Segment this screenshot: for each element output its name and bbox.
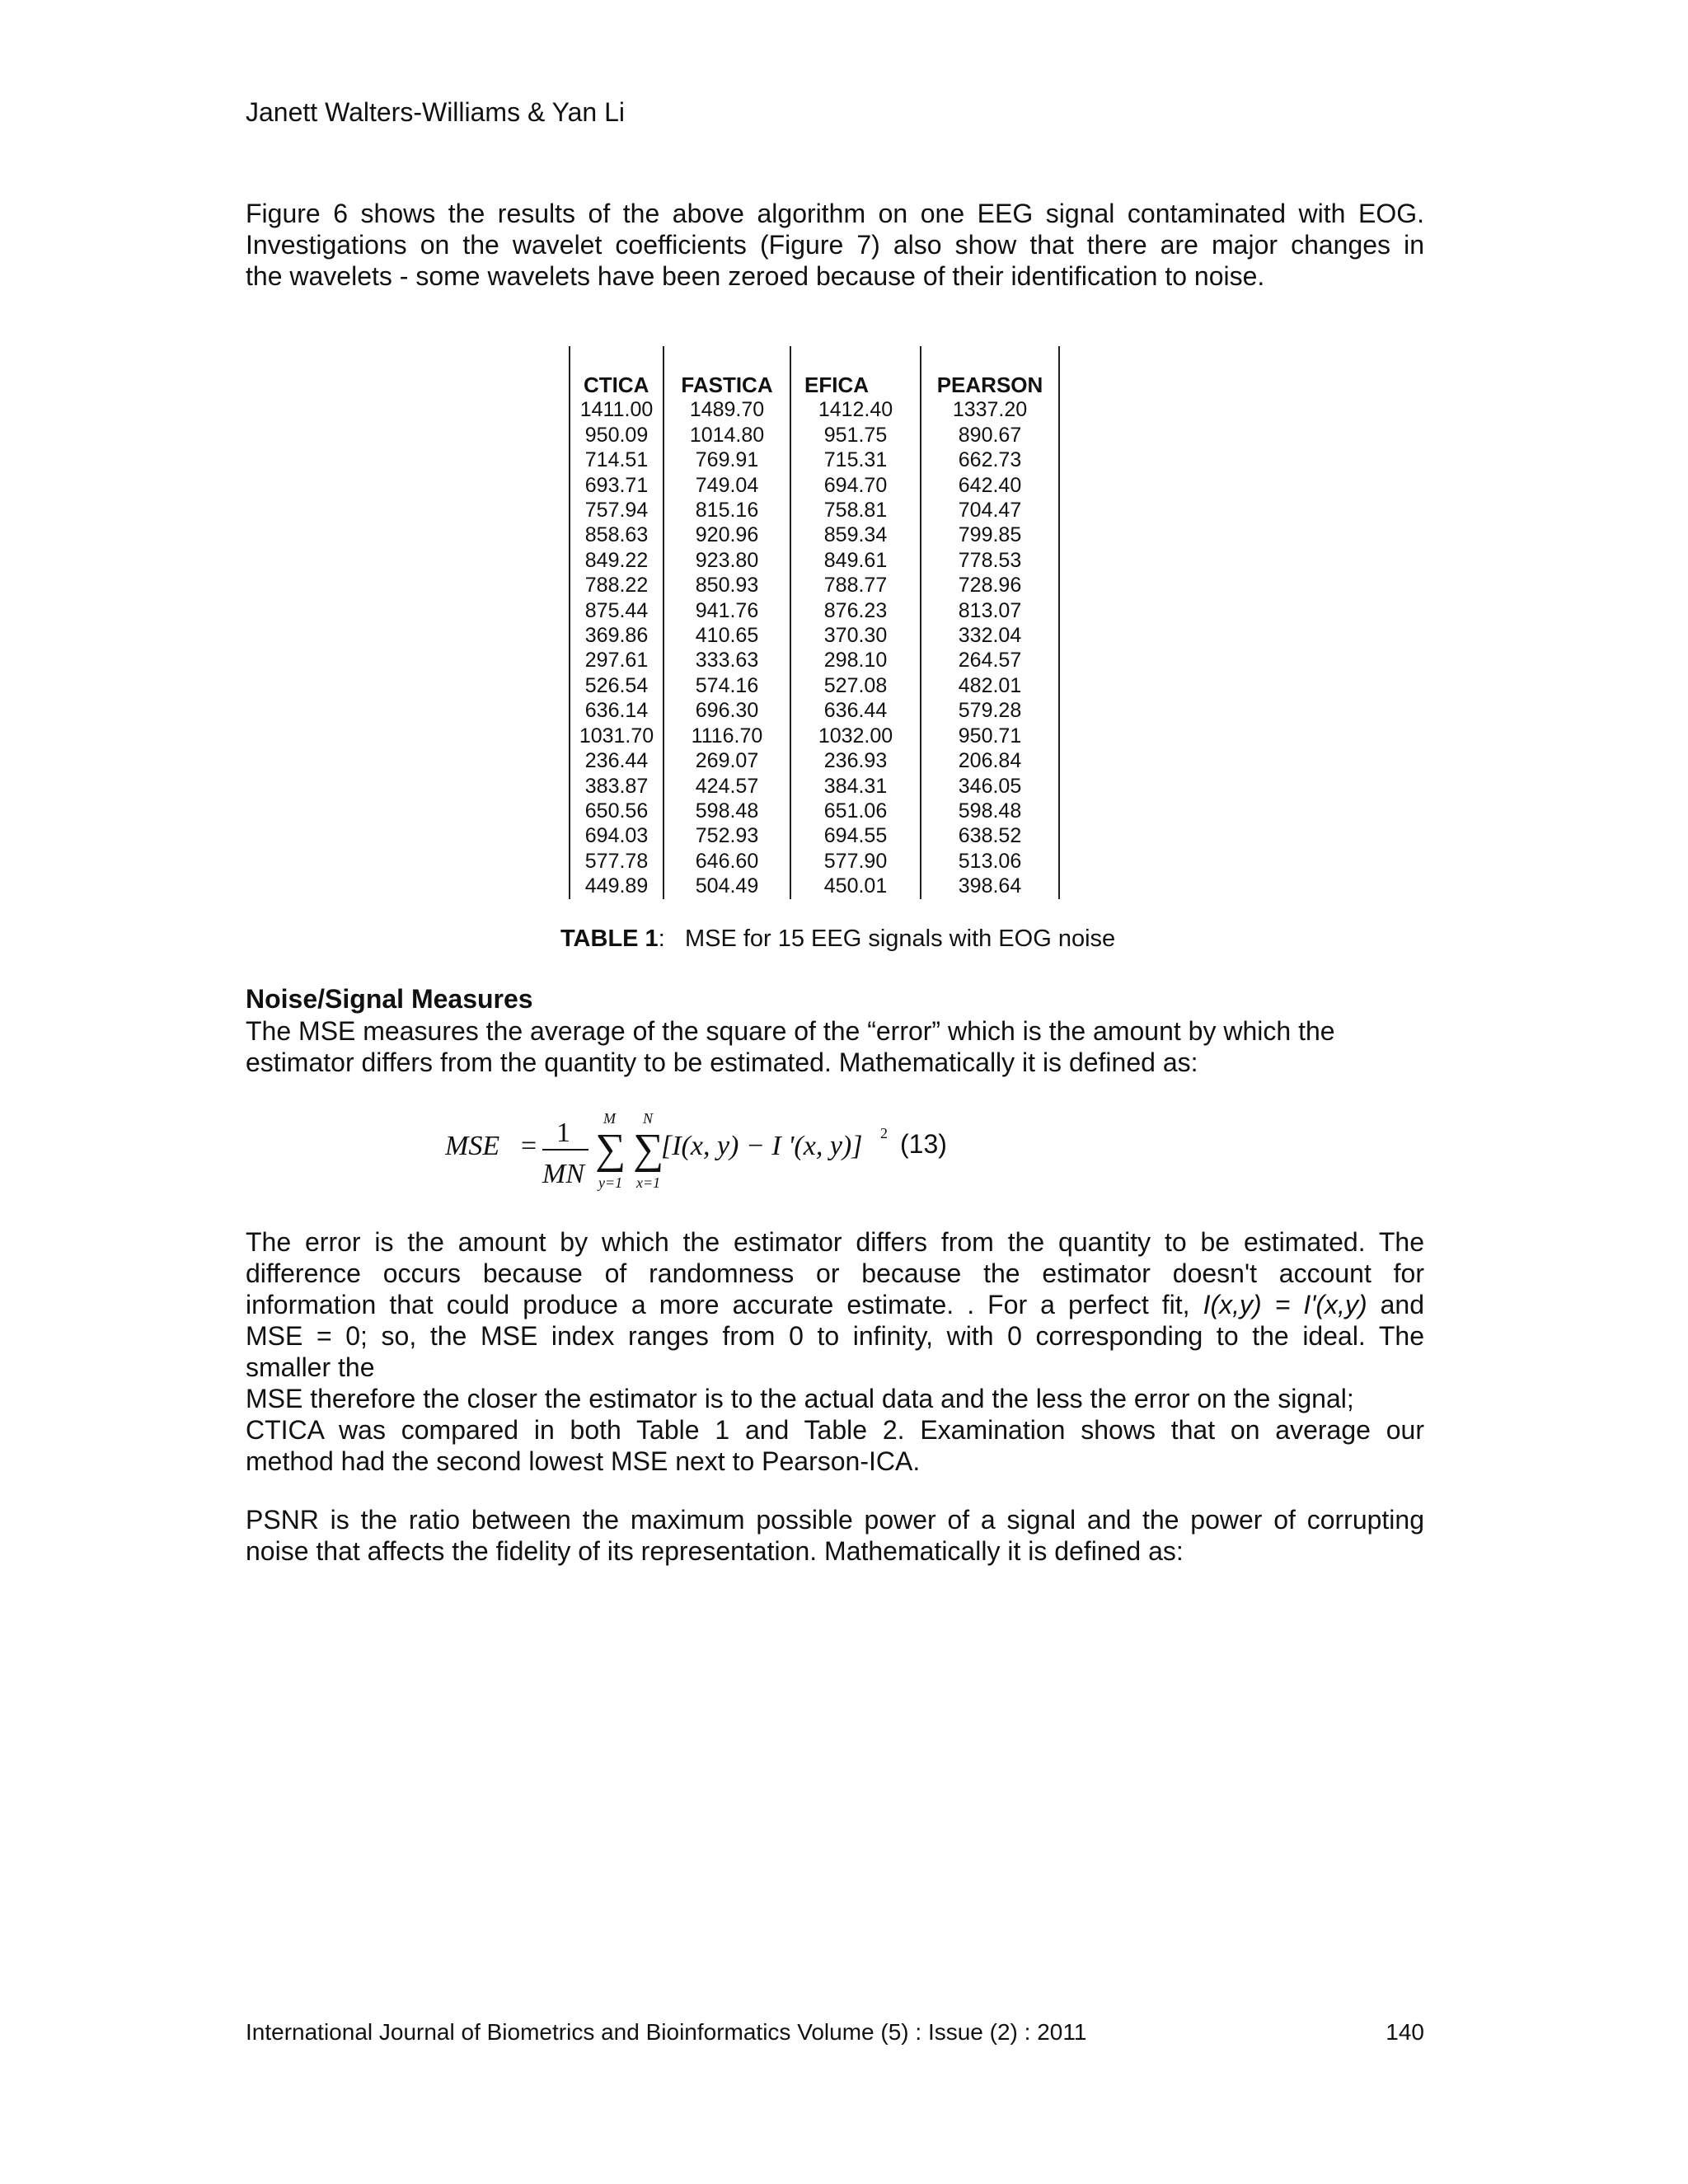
page-footer bbox=[246, 2018, 1424, 2047]
cell-efica: 694.70 bbox=[790, 473, 921, 498]
cell-pearson: 799.85 bbox=[921, 523, 1059, 547]
cell-ctica: 236.44 bbox=[570, 748, 663, 773]
error-line-text: and bbox=[1367, 1290, 1424, 1319]
cell-ctica: 714.51 bbox=[570, 448, 663, 472]
cell-ctica: 636.14 bbox=[570, 698, 663, 723]
error-paragraph bbox=[246, 1226, 1424, 1477]
mse-intro-line: The MSE measures the average of the square of the “error” which is the amount by which the bbox=[246, 1016, 1335, 1046]
error-line: smaller the bbox=[246, 1352, 375, 1382]
table-row bbox=[570, 698, 1059, 723]
table-row bbox=[570, 498, 1059, 523]
cell-fastica: 920.96 bbox=[663, 523, 790, 547]
cell-ctica: 757.94 bbox=[570, 498, 663, 523]
mse-table bbox=[569, 346, 1060, 899]
cell-fastica: 850.93 bbox=[663, 573, 790, 598]
table-header-row bbox=[570, 346, 1059, 397]
cell-ctica: 383.87 bbox=[570, 774, 663, 799]
perfect-fit-formula: I(x,y) = I'(x,y) bbox=[1203, 1290, 1367, 1319]
cell-efica: 298.10 bbox=[790, 648, 921, 673]
cell-pearson: 398.64 bbox=[921, 874, 1059, 898]
table-row bbox=[570, 548, 1059, 573]
cell-ctica: 693.71 bbox=[570, 473, 663, 498]
cell-efica: 636.44 bbox=[790, 698, 921, 723]
cell-efica: 694.55 bbox=[790, 823, 921, 848]
equation-denominator: MN bbox=[542, 1159, 584, 1189]
running-header: Janett Walters-Williams & Yan Li bbox=[246, 97, 625, 127]
table-row bbox=[570, 874, 1059, 898]
cell-ctica: 297.61 bbox=[570, 648, 663, 673]
table-row bbox=[570, 423, 1059, 448]
psnr-paragraph bbox=[246, 1504, 1424, 1567]
table-caption-text: MSE for 15 EEG signals with EOG noise bbox=[684, 926, 1116, 952]
cell-pearson: 728.96 bbox=[921, 573, 1059, 598]
cell-fastica: 941.76 bbox=[663, 598, 790, 623]
cell-fastica: 333.63 bbox=[663, 648, 790, 673]
cell-fastica: 424.57 bbox=[663, 774, 790, 799]
cell-pearson: 890.67 bbox=[921, 423, 1059, 448]
error-line: The error is the amount by which the estimator differs from the quantity to be estimated. The bbox=[246, 1227, 1424, 1257]
psnr-line: noise that affects the fidelity of its representation. Mathematically it is defined as: bbox=[246, 1536, 1184, 1566]
cell-fastica: 504.49 bbox=[663, 874, 790, 898]
sum-symbol-2: ∑ bbox=[633, 1126, 664, 1173]
cell-ctica: 369.86 bbox=[570, 623, 663, 648]
cell-efica: 236.93 bbox=[790, 748, 921, 773]
cell-efica: 1412.40 bbox=[790, 397, 921, 422]
error-line: difference occurs because of randomness or because the estimator doesn't account for bbox=[246, 1258, 1424, 1288]
cell-pearson: 662.73 bbox=[921, 448, 1059, 472]
table-caption bbox=[560, 924, 1115, 954]
cell-fastica: 749.04 bbox=[663, 473, 790, 498]
table-row bbox=[570, 724, 1059, 748]
cell-efica: 951.75 bbox=[790, 423, 921, 448]
cell-ctica: 1031.70 bbox=[570, 724, 663, 748]
equation-exponent: 2 bbox=[880, 1125, 888, 1141]
intro-line: Figure 6 shows the results of the above algorithm on one EEG signal contaminated with EOG. bbox=[246, 199, 1424, 228]
table-row bbox=[570, 448, 1059, 472]
cell-pearson: 638.52 bbox=[921, 823, 1059, 848]
table-caption-separator: : bbox=[658, 926, 665, 952]
cell-fastica: 1116.70 bbox=[663, 724, 790, 748]
cell-ctica: 849.22 bbox=[570, 548, 663, 573]
table-row bbox=[570, 849, 1059, 874]
column-header-fastica: FASTICA bbox=[663, 346, 790, 397]
cell-fastica: 1489.70 bbox=[663, 397, 790, 422]
table-caption-label: TABLE 1 bbox=[560, 926, 659, 952]
column-header-ctica: CTICA bbox=[570, 346, 663, 397]
sum-symbol-1: ∑ bbox=[595, 1126, 626, 1173]
cell-efica: 651.06 bbox=[790, 799, 921, 823]
table-row bbox=[570, 623, 1059, 648]
cell-ctica: 526.54 bbox=[570, 673, 663, 698]
cell-fastica: 1014.80 bbox=[663, 423, 790, 448]
cell-efica: 859.34 bbox=[790, 523, 921, 547]
cell-ctica: 449.89 bbox=[570, 874, 663, 898]
table-row bbox=[570, 473, 1059, 498]
cell-fastica: 269.07 bbox=[663, 748, 790, 773]
error-line bbox=[246, 1289, 1424, 1320]
cell-fastica: 769.91 bbox=[663, 448, 790, 472]
cell-pearson: 206.84 bbox=[921, 748, 1059, 773]
error-line: MSE therefore the closer the estimator is to the actual data and the less the error on the signal; bbox=[246, 1384, 1354, 1413]
error-line-text: information that could produce a more accurate estimate. . For a perfect fit, bbox=[246, 1290, 1203, 1319]
cell-pearson: 513.06 bbox=[921, 849, 1059, 874]
cell-fastica: 410.65 bbox=[663, 623, 790, 648]
sum2-upper: N bbox=[643, 1110, 654, 1127]
error-line: MSE = 0; so, the MSE index ranges from 0 to infinity, with 0 corresponding to the ideal. The bbox=[246, 1321, 1424, 1351]
cell-fastica: 752.93 bbox=[663, 823, 790, 848]
equation-numerator: 1 bbox=[556, 1118, 570, 1148]
section-heading: Noise/Signal Measures bbox=[246, 984, 533, 1014]
cell-ctica: 950.09 bbox=[570, 423, 663, 448]
cell-efica: 1032.00 bbox=[790, 724, 921, 748]
cell-pearson: 332.04 bbox=[921, 623, 1059, 648]
cell-pearson: 642.40 bbox=[921, 473, 1059, 498]
table-row bbox=[570, 774, 1059, 799]
table-row bbox=[570, 598, 1059, 623]
cell-efica: 715.31 bbox=[790, 448, 921, 472]
cell-pearson: 482.01 bbox=[921, 673, 1059, 698]
cell-pearson: 778.53 bbox=[921, 548, 1059, 573]
sum2-lower: x=1 bbox=[636, 1174, 661, 1191]
cell-ctica: 788.22 bbox=[570, 573, 663, 598]
table-row bbox=[570, 748, 1059, 773]
cell-pearson: 346.05 bbox=[921, 774, 1059, 799]
cell-fastica: 815.16 bbox=[663, 498, 790, 523]
psnr-line: PSNR is the ratio between the maximum possible power of a signal and the power of corrupting bbox=[246, 1505, 1424, 1535]
cell-ctica: 577.78 bbox=[570, 849, 663, 874]
table-row bbox=[570, 523, 1059, 547]
table-row bbox=[570, 397, 1059, 422]
equation-number: (13) bbox=[900, 1129, 947, 1159]
cell-ctica: 650.56 bbox=[570, 799, 663, 823]
cell-fastica: 598.48 bbox=[663, 799, 790, 823]
mse-intro-paragraph bbox=[246, 1015, 1424, 1078]
cell-efica: 450.01 bbox=[790, 874, 921, 898]
cell-efica: 876.23 bbox=[790, 598, 921, 623]
cell-efica: 384.31 bbox=[790, 774, 921, 799]
footer-journal: International Journal of Biometrics and Bioinformatics Volume (5) : Issue (2) : 2011 bbox=[246, 2019, 1087, 2045]
column-header-efica: EFICA bbox=[790, 346, 921, 397]
table-row bbox=[570, 573, 1059, 598]
error-line: CTICA was compared in both Table 1 and Table 2. Examination shows that on average our bbox=[246, 1415, 1424, 1445]
equation-equals: = bbox=[521, 1131, 537, 1161]
cell-efica: 577.90 bbox=[790, 849, 921, 874]
cell-fastica: 923.80 bbox=[663, 548, 790, 573]
cell-fastica: 646.60 bbox=[663, 849, 790, 874]
cell-pearson: 579.28 bbox=[921, 698, 1059, 723]
cell-pearson: 264.57 bbox=[921, 648, 1059, 673]
intro-line: the wavelets - some wavelets have been zeroed because of their identification to noise. bbox=[246, 261, 1265, 291]
cell-efica: 527.08 bbox=[790, 673, 921, 698]
equation-lhs: MSE bbox=[445, 1131, 500, 1161]
cell-efica: 849.61 bbox=[790, 548, 921, 573]
cell-pearson: 1337.20 bbox=[921, 397, 1059, 422]
table-row bbox=[570, 673, 1059, 698]
cell-pearson: 704.47 bbox=[921, 498, 1059, 523]
intro-paragraph bbox=[246, 198, 1424, 292]
cell-fastica: 696.30 bbox=[663, 698, 790, 723]
intro-line: Investigations on the wavelet coefficients (Figure 7) also show that there are major changes in bbox=[246, 230, 1424, 260]
sum1-lower: y=1 bbox=[598, 1174, 623, 1191]
cell-ctica: 858.63 bbox=[570, 523, 663, 547]
cell-efica: 758.81 bbox=[790, 498, 921, 523]
cell-fastica: 574.16 bbox=[663, 673, 790, 698]
cell-ctica: 875.44 bbox=[570, 598, 663, 623]
page-number: 140 bbox=[1386, 2019, 1424, 2045]
table-row bbox=[570, 823, 1059, 848]
cell-pearson: 598.48 bbox=[921, 799, 1059, 823]
table-row bbox=[570, 648, 1059, 673]
table-row bbox=[570, 799, 1059, 823]
error-line: method had the second lowest MSE next to Pearson-ICA. bbox=[246, 1446, 921, 1476]
cell-efica: 370.30 bbox=[790, 623, 921, 648]
cell-pearson: 950.71 bbox=[921, 724, 1059, 748]
cell-pearson: 813.07 bbox=[921, 598, 1059, 623]
cell-efica: 788.77 bbox=[790, 573, 921, 598]
cell-ctica: 694.03 bbox=[570, 823, 663, 848]
mse-intro-line: estimator differs from the quantity to be estimated. Mathematically it is defined as: bbox=[246, 1047, 1198, 1077]
cell-ctica: 1411.00 bbox=[570, 397, 663, 422]
table-body bbox=[570, 397, 1059, 898]
column-header-pearson: PEARSON bbox=[921, 346, 1059, 397]
sum1-upper: M bbox=[603, 1110, 616, 1127]
equation-body: [I(x, y) − I '(x, y)] bbox=[661, 1131, 863, 1161]
